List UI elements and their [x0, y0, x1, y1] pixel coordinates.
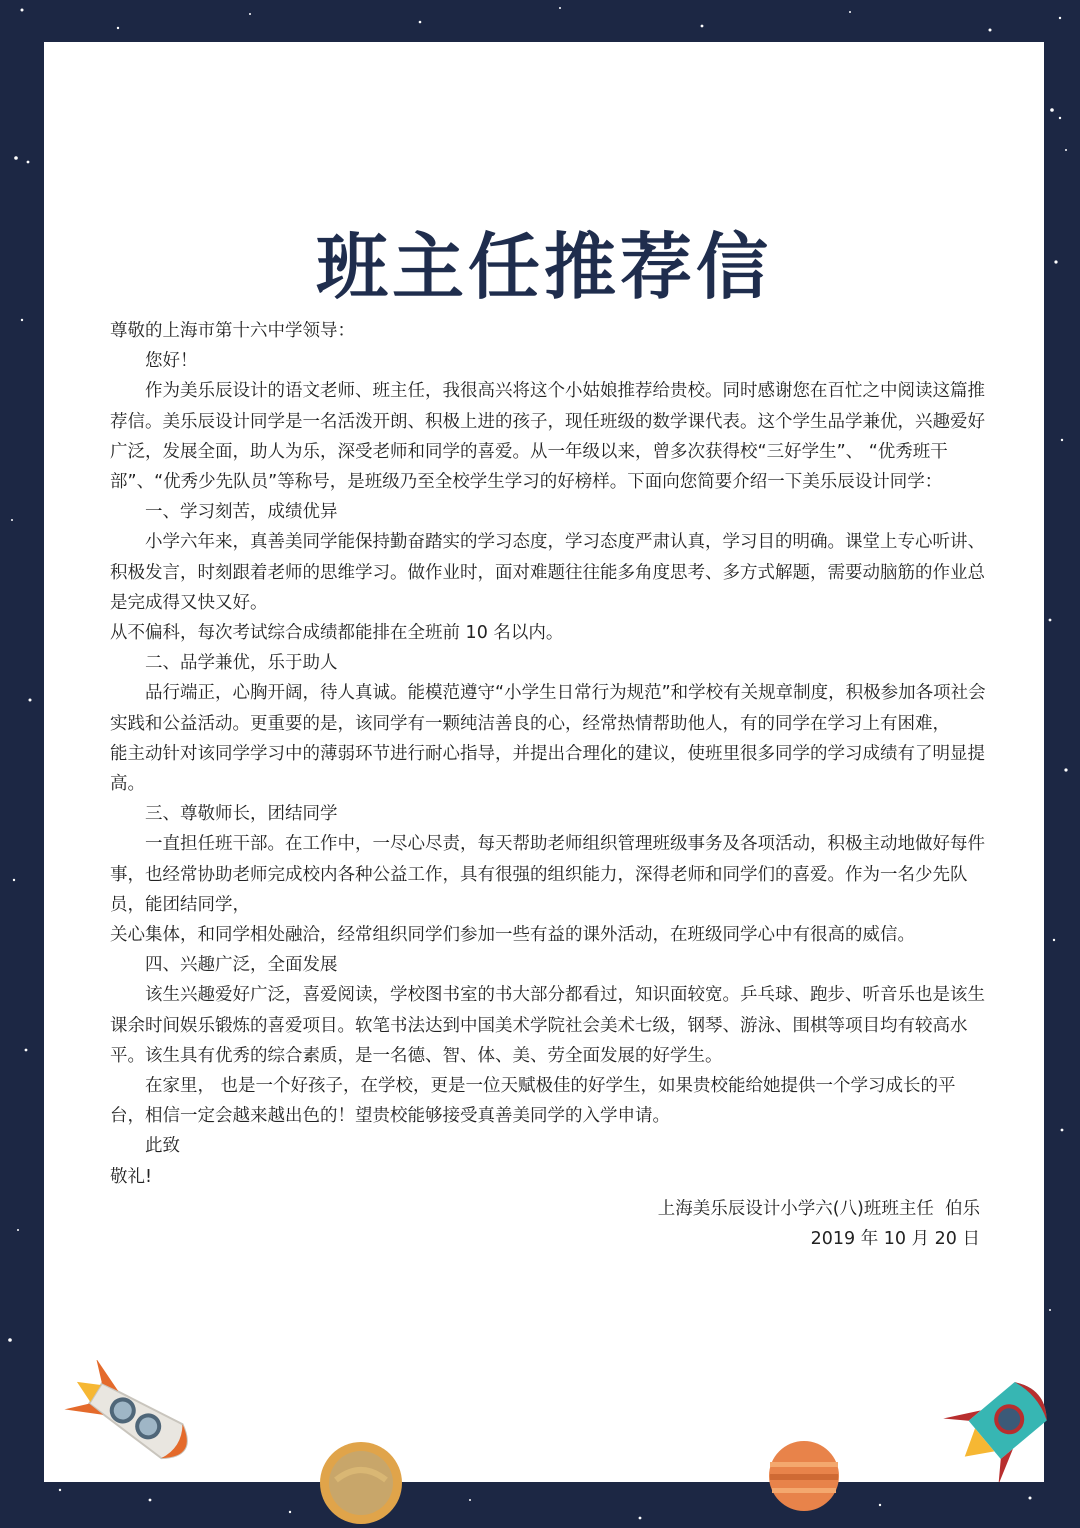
planet-icon	[768, 1440, 840, 1512]
section-heading: 三、尊敬师长，团结同学	[145, 804, 338, 825]
planet-icon	[318, 1440, 404, 1526]
greeting: 您好！	[145, 351, 198, 372]
section-paragraph: 能主动针对该同学学习中的薄弱环节进行耐心指导，并提出合理化的建议，使班里很多同学的学习成绩有了明显提高。	[110, 743, 985, 795]
section-paragraph: 该生兴趣爱好广泛，喜爱阅读，学校图书室的书大部分都看过，知识面较宽。乒乓球、跑步、听音乐也是该生课余时间娱乐锻炼的喜爱项目。软笔书法达到中国美术学院社会美术七级，钢琴、游泳、围棋等项目均有较高水平。该生具有优秀的综合素质，是一名德、智、体、美、劳全面发展的好学生。	[110, 985, 985, 1066]
letter-date: 2019 年 10 月 20 日	[810, 1229, 980, 1250]
page-title: 班主任推荐信	[315, 225, 772, 309]
closing-line: 敬礼!	[110, 1166, 153, 1187]
rocket-icon	[940, 1372, 1060, 1482]
section-paragraph: 关心集体，和同学相处融洽，经常组织同学们参加一些有益的课外活动，在班级同学心中有很高的威信。	[110, 925, 915, 946]
section-paragraph: 一直担任班干部。在工作中，一尽心尽责，每天帮助老师组织管理班级事务及各项活动，积极主动地做好每件事，也经常协助老师完成校内各种公益工作，具有很强的组织能力，深得老师和同学们的喜爱。作为一名少先队员，能团结同学，	[110, 834, 985, 915]
section-paragraph: 小学六年来，真善美同学能保持勤奋踏实的学习态度，学习态度严肃认真，学习目的明确。课堂上专心听讲、积极发言，时刻跟着老师的思维学习。做作业时，面对难题往往能多角度思考、多方式解题，需要动脑筋的作业总是完成得又快又好。	[110, 532, 985, 613]
signature: 上海美乐辰设计小学六(八)班班主任 伯乐	[657, 1198, 980, 1219]
section-paragraph: 品行端正，心胸开阔，待人真诚。能模范遵守“小学生日常行为规范”和学校有关规章制度，积极参加各项社会实践和公益活动。更重要的是，该同学有一颗纯洁善良的心，经常热情帮助他人，有的同学在学习上有困难，	[110, 683, 986, 734]
intro-paragraph: 作为美乐辰设计的语文老师、班主任，我很高兴将这个小姑娘推荐给贵校。同时感谢您在百忙之中阅读这篇推荐信。美乐辰设计同学是一名活泼开朗、积极上进的孩子，现任班级的数学课代表。这个学生品学兼优，兴趣爱好广泛，发展全面，助人为乐，深受老师和同学的喜爱。从一年级以来，曾多次获得校“三好学生”、 “优秀班干部”、“优秀少先队员”等称号，是班级乃至全校学生学习的好榜样。下面向您简要介绍一下美乐辰设计同学：	[110, 381, 985, 493]
section-heading: 一、学习刻苦，成绩优异	[145, 502, 338, 523]
rocket-icon	[58, 1360, 228, 1480]
closing-paragraph: 在家里， 也是一个好孩子，在学校，更是一位天赋极佳的好学生，如果贵校能给她提供一个学习成长的平台，相信一定会越来越出色的！望贵校能够接受真善美同学的入学申请。	[110, 1076, 956, 1127]
salutation: 尊敬的上海市第十六中学领导：	[110, 321, 355, 341]
letter-body	[110, 316, 986, 1254]
closing-line: 此致	[145, 1136, 180, 1157]
section-heading: 四、兴趣广泛，全面发展	[145, 955, 338, 976]
section-heading: 二、品学兼优，乐于助人	[145, 653, 338, 674]
section-paragraph: 从不偏科，每次考试综合成绩都能排在全班前 10 名以内。	[110, 623, 564, 644]
letter-paper	[44, 42, 1044, 1482]
